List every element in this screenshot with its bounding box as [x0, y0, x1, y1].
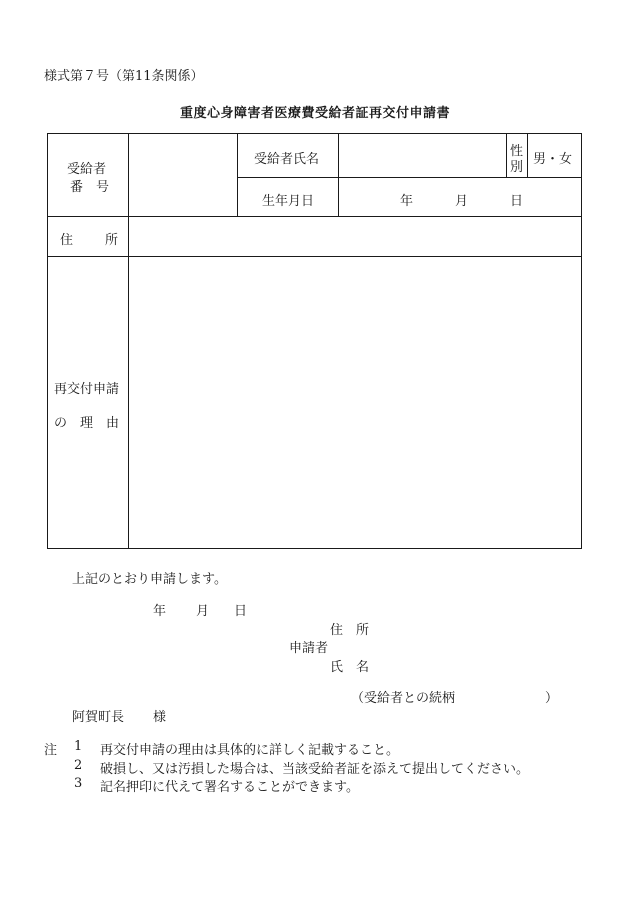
reason-label-line2: の 理 由: [54, 416, 120, 431]
date-month: 月: [196, 604, 210, 619]
address-label-part2: 所: [105, 233, 119, 248]
notes-prefix: 注: [44, 743, 58, 758]
note-text: 破損し、又は汚損した場合は、当該受給者証を添えて提出してください。: [100, 762, 530, 777]
address-label-part1: 住: [60, 233, 74, 248]
table-border-left: [47, 133, 48, 549]
recipient-name-label: 受給者氏名: [254, 152, 320, 167]
relation-label: （受給者との続柄: [351, 691, 456, 706]
date-year: 年: [153, 604, 167, 619]
gender-label-line2: 別: [510, 160, 524, 175]
addressee-honorific: 様: [153, 710, 167, 725]
reason-label-line1: 再交付申請: [54, 382, 120, 397]
table-divider-recipient-no: [237, 133, 238, 217]
declaration-text: 上記のとおり申請します。: [72, 572, 227, 587]
reason-field[interactable]: [129, 257, 581, 548]
birthdate-year: 年: [400, 194, 414, 209]
table-border-right: [581, 133, 582, 549]
note-number: 2: [74, 758, 83, 773]
birthdate-month: 月: [455, 194, 469, 209]
recipient-name-field[interactable]: [339, 134, 506, 177]
note-number: 3: [74, 776, 83, 791]
applicant-address-label: 住 所: [330, 623, 370, 638]
birthdate-field[interactable]: [339, 178, 581, 216]
table-divider-gender-label: [506, 133, 507, 178]
birthdate-day: 日: [510, 194, 524, 209]
form-reference: 様式第７号（第11条関係）: [44, 69, 204, 84]
gender-label-line1: 性: [510, 144, 524, 159]
table-divider-gender-value: [527, 133, 528, 178]
birthdate-label: 生年月日: [262, 194, 315, 209]
applicant-name-label: 氏 名: [330, 660, 370, 675]
note-number: 1: [74, 739, 83, 754]
recipient-number-field[interactable]: [129, 134, 237, 216]
document-title: 重度心身障害者医療費受給者証再交付申請書: [179, 106, 450, 121]
note-text: 再交付申請の理由は具体的に詳しく記載すること。: [100, 743, 400, 758]
addressee-title: 阿賀町長: [72, 710, 125, 725]
relation-close-paren: ）: [545, 691, 559, 706]
applicant-label: 申請者: [289, 641, 329, 656]
recipient-number-label-line2: 番 号: [70, 180, 110, 195]
gender-options[interactable]: 男・女: [533, 152, 573, 167]
date-day: 日: [234, 604, 248, 619]
note-text: 記名押印に代えて署名することができます。: [100, 780, 359, 795]
recipient-number-label-line1: 受給者: [67, 162, 107, 177]
address-field[interactable]: [129, 217, 581, 256]
